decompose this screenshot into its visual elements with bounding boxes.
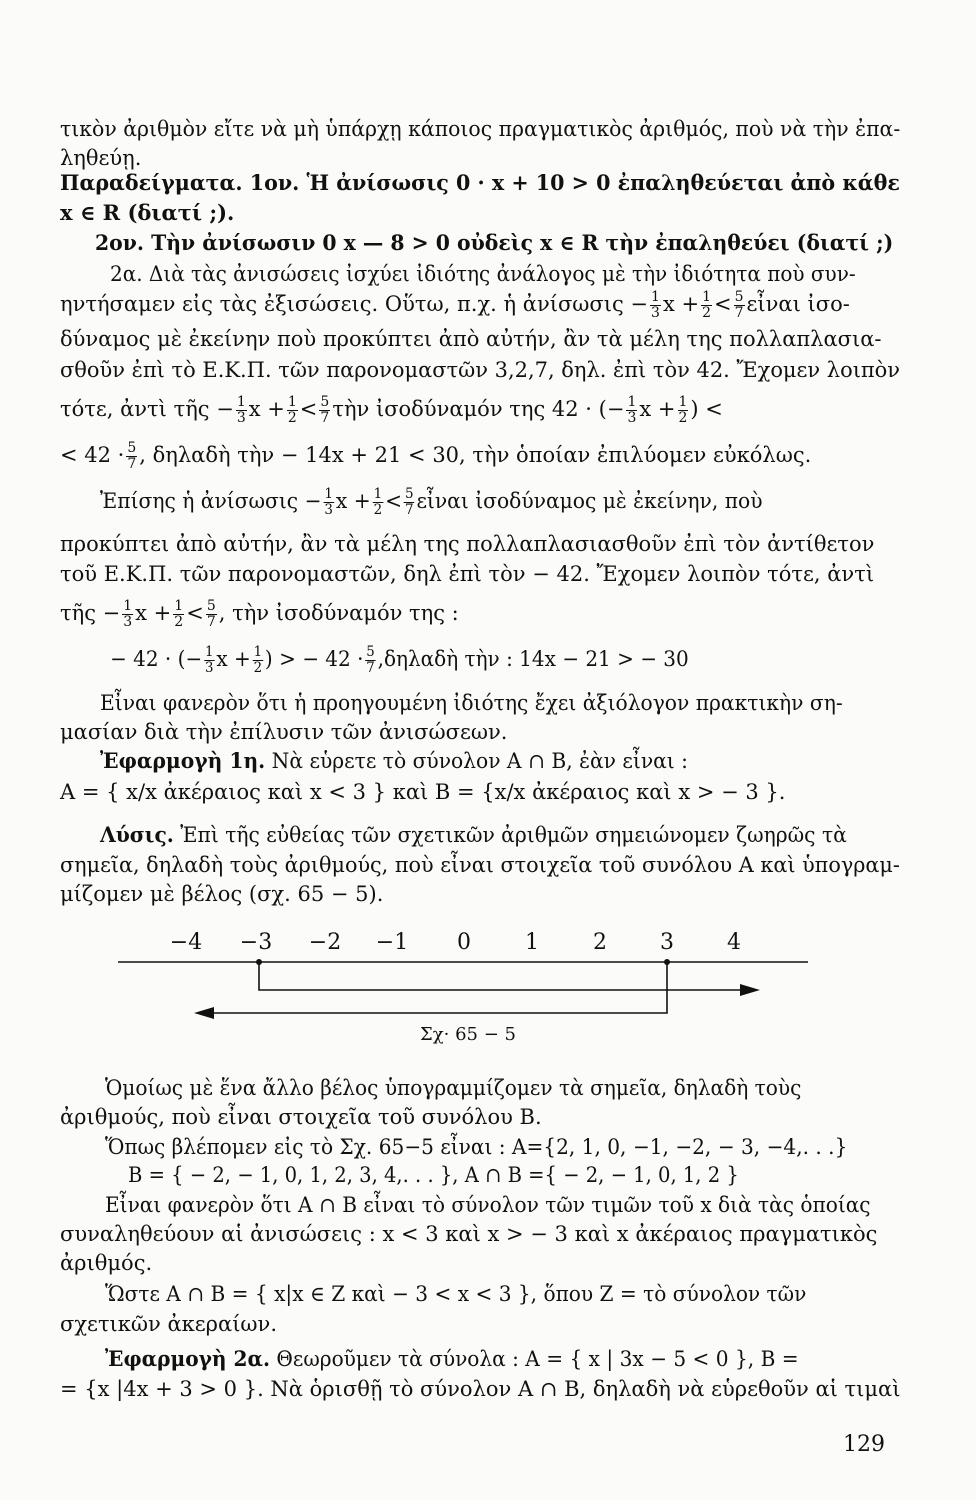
- text-line: Εἶναι φανερὸν ὅτι Α ∩ Β εἶναι τὸ σύνολον τῶν τιμῶν τοῦ x διὰ τὰς ὁποίας: [105, 1193, 871, 1217]
- text-fragment: x +: [335, 489, 371, 513]
- text-fragment: x +: [639, 397, 676, 421]
- fraction: $\frac{1}{2}$: [678, 394, 688, 426]
- fraction: $\frac{5}{7}$: [404, 486, 414, 518]
- text-fragment: ,δηλαδὴ τὴν : 14x − 21 > − 30: [377, 647, 689, 671]
- text-fragment: <: [714, 292, 732, 316]
- fraction: $\frac{1}{3}$: [123, 598, 133, 630]
- text-fragment: ) > − 42 ·: [264, 647, 364, 671]
- fraction: $\frac{1}{2}$: [702, 289, 711, 321]
- text-line: = {x |4x + 3 > 0 }. Νὰ ὁρισθῇ τὸ σύνολον Α ∩ Β, δηλαδὴ νὰ εὑρεθοῦν αἱ τιμαὶ: [60, 1377, 901, 1401]
- text-fragment: τὴν ἰσοδύναμόν της 42 · (−: [332, 397, 625, 421]
- text-fragment: , δηλαδὴ τὴν − 14x + 21 < 30, τὴν ὁποίαν ἐπιλύομεν εὐκόλως.: [139, 443, 812, 467]
- text-fragment: τῆς −: [60, 601, 121, 625]
- tick-label: −2: [308, 930, 342, 955]
- text-line: x ∈ R (διατί ;).: [60, 200, 235, 225]
- text-fragment: − 42 · (−: [110, 647, 203, 671]
- fraction: $\frac{5}{7}$: [127, 440, 137, 472]
- fraction: $\frac{1}{3}$: [627, 394, 637, 426]
- text-fragment: Ἐπίσης ἡ ἀνίσωσις −: [100, 489, 322, 513]
- text-line: ἀριθμούς, ποὺ εἶναι στοιχεῖα τοῦ συνόλου Β.: [60, 1105, 542, 1129]
- text-line: τικὸν ἀριθμὸν εἴτε νὰ μὴ ὑπάρχῃ κάποιος πραγματικὸς ἀριθμός, ποὺ νὰ τὴν ἐπα-: [60, 117, 901, 141]
- page-number: 129: [843, 1432, 885, 1457]
- text-fragment: x +: [135, 601, 172, 625]
- fraction: $\frac{1}{2}$: [174, 598, 184, 630]
- text-line: Β = { − 2, − 1, 0, 1, 2, 3, 4,. . . }, Α ∩ Β ={ − 2, − 1, 0, 1, 2 }: [128, 1163, 739, 1187]
- text-line: μασίαν διὰ τὴν ἐπίλυσιν τῶν ἀνισώσεων.: [60, 720, 508, 744]
- text-line: συναληθεύουν αἱ ἀνισώσεις : x < 3 καὶ x > − 3 καὶ x ἀκέραιος πραγματικὸς: [60, 1222, 878, 1246]
- text-fragment: Ἐπὶ τῆς εὐθείας τῶν σχετικῶν ἀριθμῶν σημειώνομεν ζωηρῶς τὰ: [173, 823, 847, 847]
- text-fragment: Νὰ εὑρετε τὸ σύνολον Α ∩ Β, ἐὰν εἶναι :: [265, 749, 688, 773]
- text-line: σημεῖα, δηλαδὴ τοὺς ἀριθμούς, ποὺ εἶναι στοιχεῖα τοῦ συνόλου Α καὶ ὑπογραμ-: [60, 853, 900, 877]
- text-line: Α = { x/x ἀκέραιος καὶ x < 3 } καὶ Β = {x/x ἀκέραιος καὶ x > − 3 }.: [60, 780, 786, 804]
- fraction: $\frac{5}{7}$: [366, 644, 375, 676]
- tick-label: 1: [525, 930, 539, 955]
- text-fragment: ηντήσαμεν εἰς τὰς ἐξισώσεις. Οὕτω, π.χ. ἡ ἀνίσωσις −: [60, 292, 649, 316]
- text-fragment: x +: [216, 647, 251, 671]
- figure-caption: Σχ· 65 − 5: [420, 1024, 516, 1045]
- arrow-b-head: [740, 984, 760, 996]
- fraction: $\frac{5}{7}$: [734, 289, 744, 321]
- text-fragment: < 42 ·: [60, 443, 125, 467]
- text-line: Ὅπως βλέπομεν εἰς τὸ Σχ. 65−5 εἶναι : Α={2, 1, 0, −1, −2, − 3, −4,. . .}: [105, 1135, 848, 1159]
- text-line: σθοῦν ἐπὶ τὸ Ε.Κ.Π. τῶν παρονομαστῶν 3,2,7, δηλ. ἐπὶ τὸν 42. Ἔχομεν λοιπὸν: [60, 358, 901, 382]
- text-fragment: <: [299, 397, 318, 421]
- arrow-b-bracket: [259, 962, 745, 990]
- tick-label: 4: [727, 930, 741, 955]
- text-line: Ὁμοίως μὲ ἕνα ἄλλο βέλος ὑπογραμμίζομεν τὰ σημεῖα, δηλαδὴ τοὺς: [105, 1076, 802, 1100]
- text-fragment: τότε, ἀντὶ τῆς −: [60, 397, 234, 421]
- tick-label: −4: [169, 930, 203, 955]
- arrow-a-head: [194, 1007, 214, 1019]
- tick-label: 2: [593, 930, 607, 955]
- tick-label: 0: [457, 930, 471, 955]
- text-fragment: x +: [662, 292, 700, 316]
- text-line: τοῦ Ε.Κ.Π. τῶν παρονομαστῶν, δηλ ἐπὶ τὸν − 42. Ἔχομεν λοιπὸν τότε, ἀντὶ: [60, 562, 875, 586]
- fraction: $\frac{1}{2}$: [373, 486, 383, 518]
- fraction: $\frac{5}{7}$: [206, 598, 216, 630]
- example-2: 2ον. Τὴν ἀνίσωσιν 0 x — 8 > 0 οὐδεὶς x ∈ R τὴν ἐπαληθεύει (διατί ;): [95, 230, 894, 255]
- solution-heading: Λύσις.: [100, 822, 174, 847]
- text-fragment: x +: [248, 397, 285, 421]
- arrow-a-bracket: [210, 962, 667, 1013]
- fraction: $\frac{5}{7}$: [320, 394, 330, 426]
- text-fragment: <: [385, 489, 403, 513]
- text-fragment: , τὴν ἰσοδύναμόν της :: [218, 601, 459, 625]
- application-1-heading: Ἐφαρμογὴ 1η.: [100, 748, 266, 773]
- text-line: Εἶναι φανερὸν ὅτι ἡ προηγουμένη ἰδιότης ἔχει ἀξιόλογον πρακτικὴν ση-: [100, 691, 843, 715]
- examples-heading: Παραδείγματα. 1ον. Ἡ ἀνίσωσις 0 · x + 10 > 0 ἐπαληθεύεται ἀπὸ κάθε: [60, 170, 900, 195]
- fraction: $\frac{1}{3}$: [651, 289, 660, 321]
- application-2-line: [105, 1344, 900, 1374]
- tick-label: −1: [375, 930, 409, 955]
- tick-label: 3: [660, 930, 674, 955]
- application-2-heading: Ἐφαρμογὴ 2α.: [105, 1346, 271, 1371]
- text-fragment: ) <: [690, 397, 723, 421]
- text-line: ἀριθμός.: [60, 1251, 153, 1275]
- text-fragment: Θεωροῦμεν τὰ σύνολα : Α = { x | 3x − 5 < 0 }, Β =: [270, 1347, 799, 1371]
- text-line: ληθεύῃ.: [60, 146, 142, 170]
- text-line: μίζομεν μὲ βέλος (σχ. 65 − 5).: [60, 882, 384, 906]
- text-line: προκύπτει ἀπὸ αὐτήν, ἂν τὰ μέλη της πολλαπλασιασθοῦν ἐπὶ τὸν ἀντίθετον: [60, 532, 875, 556]
- text-line: 2α. Διὰ τὰς ἀνισώσεις ἰσχύει ἰδιότης ἀνάλογος μὲ τὴν ἰδιότητα ποὺ συν-: [110, 262, 856, 286]
- text-line: Ὥστε Α ∩ Β = { x|x ∈ Z καὶ − 3 < x < 3 }, ὅπου Ζ = τὸ σύνολον τῶν: [105, 1282, 807, 1306]
- fraction: $\frac{1}{3}$: [236, 394, 246, 426]
- fraction: $\frac{1}{2}$: [287, 394, 297, 426]
- tick-label: −3: [239, 930, 273, 955]
- text-fragment: εἶναι ἰσοδύναμος μὲ ἐκείνην, ποὺ: [416, 489, 763, 513]
- fraction: $\frac{1}{2}$: [253, 644, 263, 676]
- text-line: δύναμος μὲ ἐκείνην ποὺ προκύπτει ἀπὸ αὐτήν, ἂν τὰ μέλη της πολλαπλασια-: [60, 327, 882, 351]
- text-fragment: <: [186, 601, 204, 625]
- text-line: σχετικῶν ἀκεραίων.: [60, 1312, 277, 1336]
- text-fragment: εἶναι ἰσο-: [746, 292, 850, 316]
- fraction: $\frac{1}{3}$: [205, 644, 214, 676]
- fraction: $\frac{1}{3}$: [324, 486, 333, 518]
